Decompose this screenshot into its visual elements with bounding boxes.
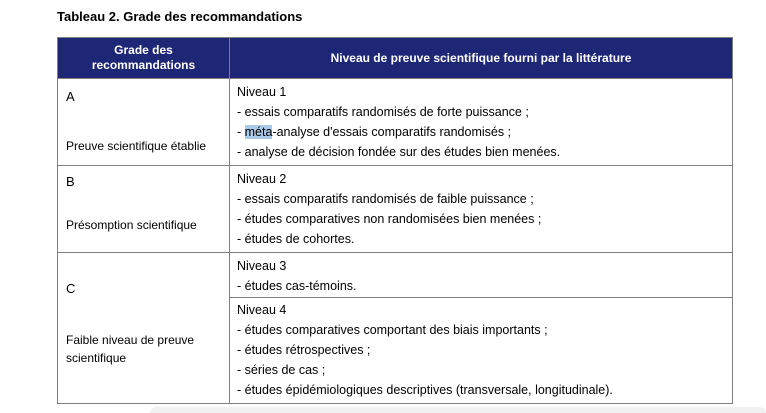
level-2-block [230,166,732,251]
grade-c-description: Faible niveau de preuve scientifique [66,333,195,365]
level-1-cell [230,79,732,165]
evidence-item: - études comparatives comportant des biais importants ; [237,323,548,337]
document-title: Tableau 2. Grade des recommandations [57,9,303,24]
grade-a-cell [58,79,230,165]
grade-b-letter: B [66,174,75,189]
grade-b-cell [58,166,230,252]
header-level-column: Niveau de preuve scientifique fourni par la littérature [330,51,632,65]
level-1-block [230,79,732,164]
evidence-item: - études cas-témoins. [237,279,357,293]
level-3-title: Niveau 3 [237,259,287,273]
highlighted-text: méta [244,125,273,139]
evidence-item: - études rétrospectives ; [237,343,371,357]
level-2-title: Niveau 2 [237,172,287,186]
evidence-item-prefix: - [237,125,245,139]
level-1-title: Niveau 1 [237,85,287,99]
evidence-item: - essais comparatifs randomisés de forte puissance ; [237,105,529,119]
header-grade-column: Grade des recommandations [58,38,230,78]
level-2-cell [230,166,732,252]
horizontal-scrollbar[interactable] [150,407,766,413]
evidence-item: - essais comparatifs randomisés de faible puissance ; [237,192,534,206]
level-4-title: Niveau 4 [237,303,287,317]
grade-a-description: Preuve scientifique établie [66,139,207,153]
level-3-4-cell [230,253,732,403]
evidence-item: - analyse de décision fondée sur des études bien menées. [237,145,561,159]
table-row-grade-b [58,165,732,252]
grade-a-letter: A [66,89,75,104]
evidence-item [237,122,724,142]
evidence-item: - études comparatives non randomisées bien menées ; [237,212,542,226]
table-header-row [58,38,732,78]
recommendations-table [57,37,733,404]
evidence-item: - études épidémiologiques descriptives (transversale, longitudinale). [237,383,613,397]
grade-c-letter: C [66,281,76,296]
table-row-grade-c [58,252,732,403]
table-row-grade-a [58,78,732,165]
level-3-block [230,253,732,297]
evidence-item-suffix: -analyse d'essais comparatifs randomisés ; [272,125,512,139]
evidence-item: - études de cohortes. [237,232,355,246]
evidence-item: - séries de cas ; [237,363,326,377]
level-4-block [230,297,732,403]
grade-b-description: Présomption scientifique [66,218,197,232]
grade-c-cell [58,253,230,403]
